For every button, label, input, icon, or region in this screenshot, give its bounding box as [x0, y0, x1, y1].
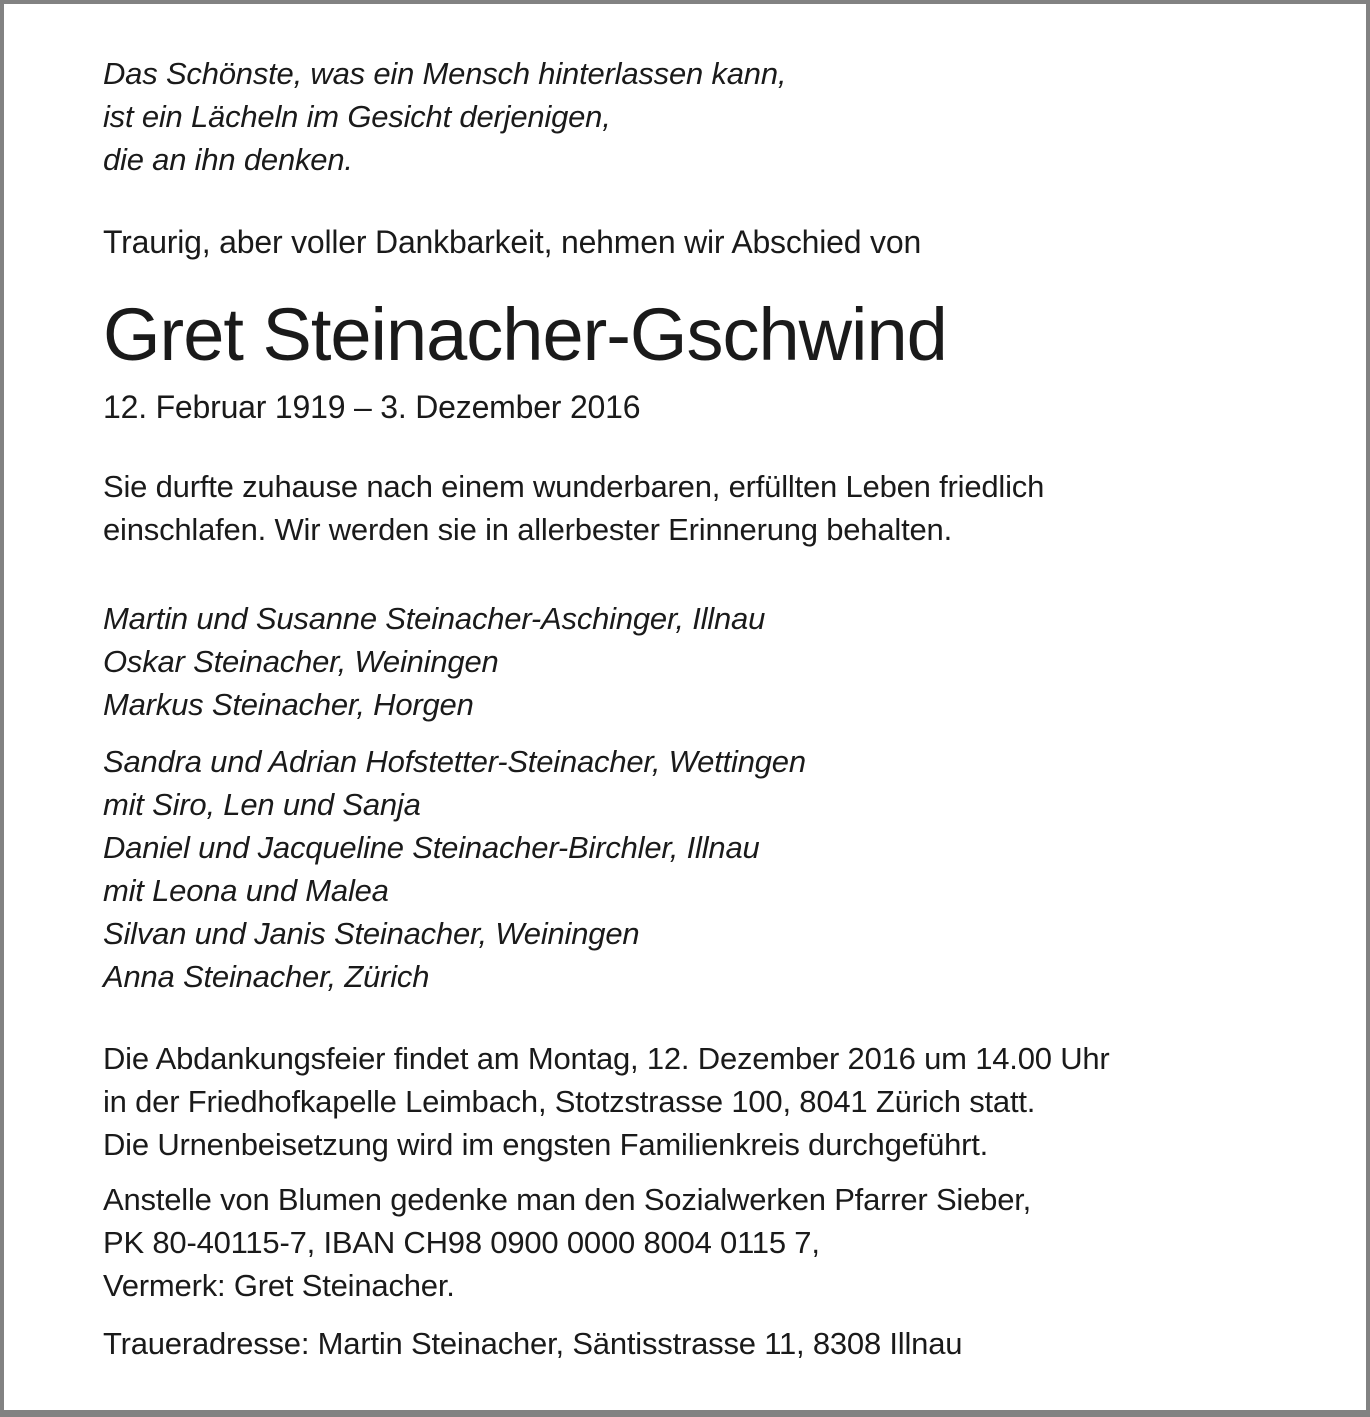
family-member-line: Anna Steinacher, Zürich [103, 959, 430, 994]
family-group-2 [103, 740, 1306, 998]
quote-line-2: ist ein Lächeln im Gesicht derjenigen, [103, 99, 611, 134]
obituary-line-2: einschlafen. Wir werden sie in allerbester Erinnerung behalten. [103, 512, 952, 547]
family-member-line: Markus Steinacher, Horgen [103, 687, 474, 722]
family-group-1 [103, 597, 1306, 726]
quote-line-3: die an ihn denken. [103, 142, 353, 177]
family-member-line: mit Siro, Len und Sanja [103, 787, 421, 822]
donation-line-2: PK 80-40115-7, IBAN CH98 0900 0000 8004 0115 7, [103, 1225, 820, 1260]
family-member-line: Daniel und Jacqueline Steinacher-Birchler, Illnau [103, 830, 760, 865]
obituary-paragraph [103, 465, 1306, 551]
family-member-line: mit Leona und Malea [103, 873, 389, 908]
service-line-1: Die Abdankungsfeier findet am Montag, 12. Dezember 2016 um 14.00 Uhr [103, 1041, 1110, 1076]
donation-paragraph [103, 1178, 1306, 1307]
donation-line-1: Anstelle von Blumen gedenke man den Sozialwerken Pfarrer Sieber, [103, 1182, 1032, 1217]
quote-line-1: Das Schönste, was ein Mensch hinterlassen kann, [103, 56, 787, 91]
life-dates: 12. Februar 1919 – 3. Dezember 2016 [103, 389, 641, 425]
donation-line-3: Vermerk: Gret Steinacher. [103, 1268, 455, 1303]
family-member-line: Silvan und Janis Steinacher, Weiningen [103, 916, 640, 951]
family-member-line: Oskar Steinacher, Weiningen [103, 644, 499, 679]
epigraph-quote [103, 52, 1306, 181]
funeral-service-paragraph [103, 1037, 1306, 1166]
service-line-3: Die Urnenbeisetzung wird im engsten Familienkreis durchgeführt. [103, 1127, 989, 1162]
death-notice-content [4, 4, 1366, 1365]
farewell-intro-line: Traurig, aber voller Dankbarkeit, nehmen wir Abschied von [103, 224, 922, 260]
deceased-name: Gret Steinacher-Gschwind [103, 293, 947, 376]
service-line-2: in der Friedhofkapelle Leimbach, Stotzstrasse 100, 8041 Zürich statt. [103, 1084, 1036, 1119]
mourning-address-line: Traueradresse: Martin Steinacher, Säntisstrasse 11, 8308 Illnau [103, 1326, 963, 1361]
family-member-line: Sandra und Adrian Hofstetter-Steinacher, Wettingen [103, 744, 806, 779]
family-member-line: Martin und Susanne Steinacher-Aschinger, Illnau [103, 601, 766, 636]
obituary-line-1: Sie durfte zuhause nach einem wunderbaren, erfüllten Leben friedlich [103, 469, 1045, 504]
